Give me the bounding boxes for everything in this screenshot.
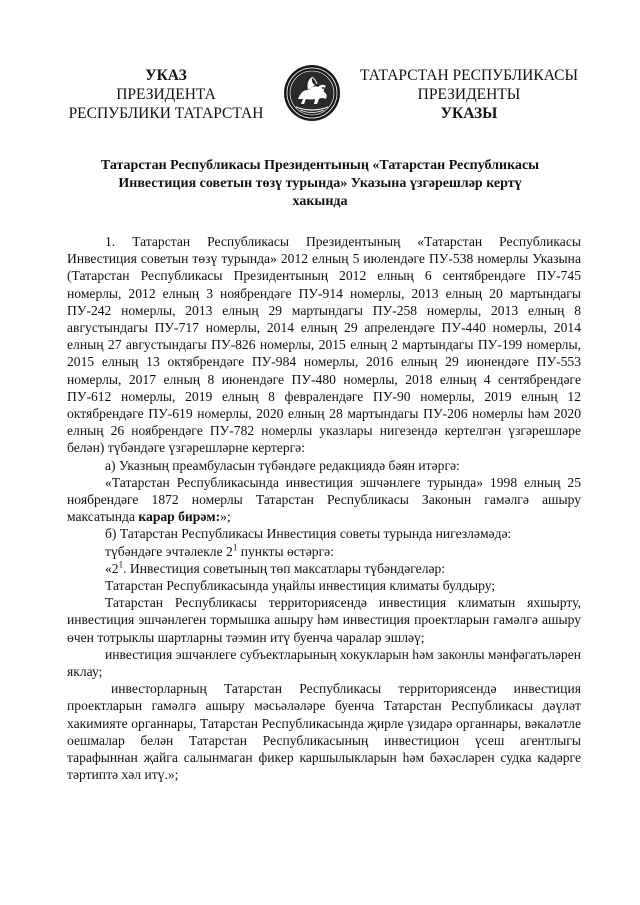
title-line3: хакында (292, 194, 348, 209)
paragraph-8: Татарстан Республикасы территориясендә инвестиция климатын яхшырту, инвестиция эшчәнлеген тормышка ашыру һәм инвестиция проектларын гамәлгә ашыру өчен тотрыклы шартларны тәэмин итү буенча чаралар эшләү; (67, 595, 581, 645)
paragraph-4: б) Татарстан Республикасы Инвестиция советы турында нигезләмәдә: (105, 526, 512, 542)
header-left-line1: УКАЗ (145, 67, 187, 84)
paragraph-5 (67, 543, 581, 560)
paragraph-3 (67, 474, 581, 526)
header-right-line1: ТАТАРСТАН РЕСПУБЛИКАСЫ (360, 67, 578, 84)
paragraph-7: Татарстан Республикасында уңайлы инвестиция климаты булдыру; (105, 578, 496, 594)
header-right-line2: ПРЕЗИДЕНТЫ (417, 86, 521, 103)
paragraph-9: инвестиция эшчәнлеге субъектларының хокукларын һәм законлы мәнфәгатьләрен яклау; (67, 646, 581, 680)
paragraph-5-pre: түбәндәге эчтәлекле 2 (105, 543, 233, 559)
paragraph-6-post: . Инвестиция советының төп максатлары түбәндәгеләр: (123, 560, 446, 576)
paragraph-2: а) Указның преамбуласын түбәндәге редакциядә бәян итәргә: (105, 457, 460, 473)
title-line2: Инвестиция советын төзү турында» Указына үзгәрешләр кертү (118, 176, 522, 191)
paragraph-6-sup: 1 (118, 559, 124, 570)
paragraph-10: инвесторларның Татарстан Республикасы территориясендә инвестиция проектларын гамәлгә ашыру мәсьәләләре буенча Татарстан Республикасы дәүләт хакимияте органнары, Татарстан Республикасында җирле үзидарә органнары, вәкаләтле оешмалар белән Татарстан Республикасының инвестицион үсеш агентлыгы тарафыннан җайга салынмаган фикер каршылыкларын һәм бәхәсләрен судка кадәрге тәртиптә хәл итү.»; (67, 681, 581, 783)
paragraph-3-bold: карар бирәм: (138, 509, 221, 525)
document-body (67, 233, 581, 784)
paragraph-3-end: »; (220, 509, 231, 525)
header-right-tatar (350, 66, 588, 123)
paragraph-6 (67, 560, 581, 577)
coat-of-arms-icon (282, 63, 342, 123)
header-left-line2: ПРЕЗИДЕНТА (116, 86, 216, 103)
paragraph-3-text: «Татарстан Республикасында инвестиция эшчәнлеге турында» 1998 елның 25 ноябрендәге 1872 номерлы Татарстан Республикасы Законын гамәлгә ашыру максатында (67, 474, 581, 525)
header-right-line3: УКАЗЫ (440, 105, 498, 122)
document-title (72, 157, 568, 211)
paragraph-5-sup: 1 (232, 542, 238, 553)
paragraph-5-post: пункты өстәргә: (237, 543, 334, 559)
title-line1: Татарстан Республикасы Президентының «Татарстан Республикасы (100, 158, 540, 173)
paragraph-6-pre: «2 (105, 560, 119, 576)
header-left-russian (60, 66, 272, 123)
header-left-line3: РЕСПУБЛИКИ ТАТАРСТАН (68, 105, 264, 122)
paragraph-1: 1. Татарстан Республикасы Президентының «Татарстан Республикасы Инвестиция советын төзү турында» 2012 елның 5 июлендәге ПУ-538 номерлы Указына (Татарстан Республикасы Президентының 2012 елның 6 сентябрендәге ПУ-745 номерлы, 2012 елның 3 ноябрендәге ПУ-914 номерлы, 2013 елның 20 мартындагы ПУ-242 номерлы, 2013 елның 29 мартындагы ПУ-258 номерлы, 2013 елның 8 августындагы ПУ-717 номерлы, 2014 елның 29 апрелендәге ПУ-440 номерлы, 2014 елның 27 августындагы ПУ-826 номерлы, 2015 елның 2 мартындагы ПУ-199 номерлы, 2015 елның 13 октябрендәге ПУ-984 номерлы, 2016 елның 29 июнендәге ПУ-553 номерлы, 2017 елның 8 июнендәге ПУ-480 номерлы, 2018 елның 4 сентябрендәге ПУ-612 номерлы, 2019 елның 8 февралендәге ПУ-90 номерлы, 2019 елның 12 октябрендәге ПУ-619 номерлы, 2020 елның 28 мартындагы ПУ-206 номерлы һәм 2020 елның 26 ноябрендәге ПУ-782 номерлы указлары нигезендә кертелгән үзгәрешләре белән) түбәндәге үзгәрешләрне кертергә: (67, 234, 581, 456)
